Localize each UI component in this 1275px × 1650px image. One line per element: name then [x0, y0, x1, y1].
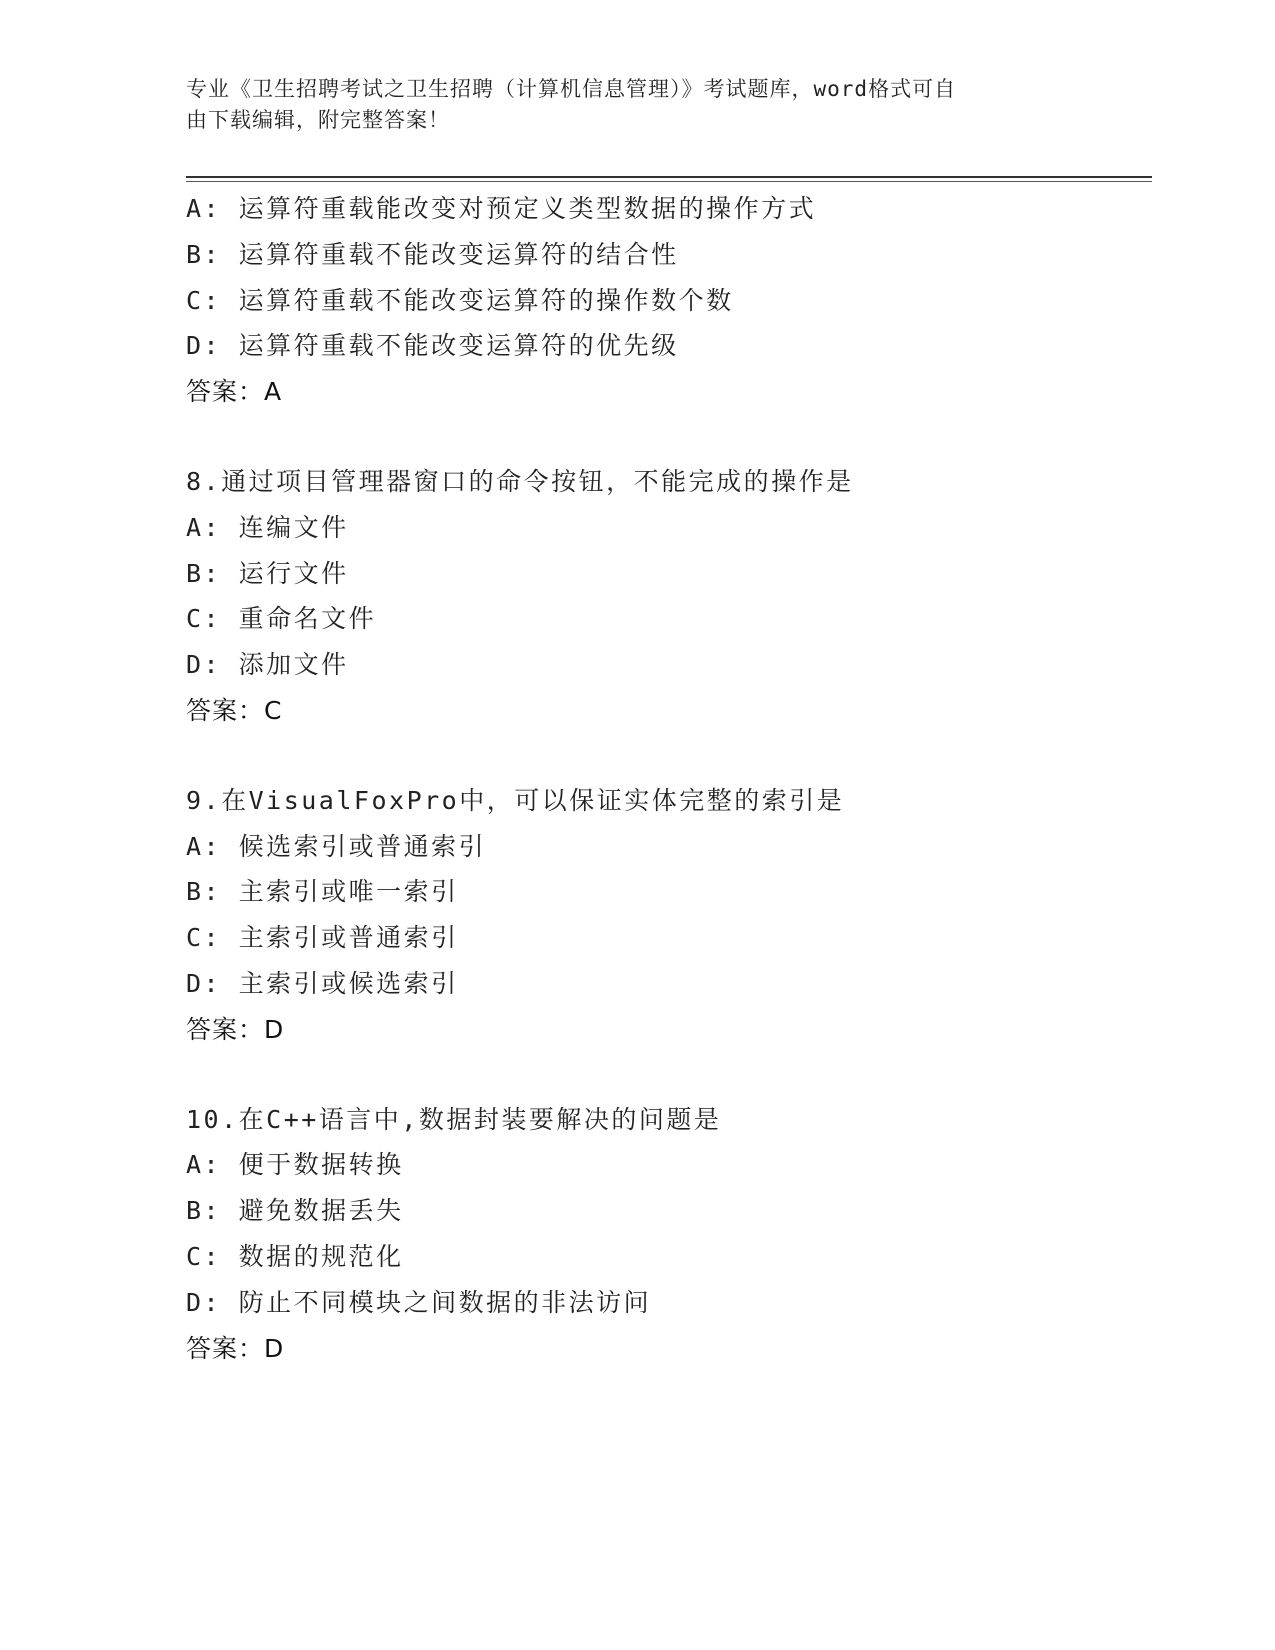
- option-c: C: 数据的规范化: [186, 1241, 404, 1271]
- option-c: C: 重命名文件: [186, 604, 377, 634]
- question-text: 8.通过项目管理器窗口的命令按钮，不能完成的操作是: [186, 466, 854, 496]
- question-list: [186, 186, 1146, 1371]
- option-b: B: 主索引或唯一索引: [186, 877, 459, 907]
- option-c: C: 主索引或普通索引: [186, 923, 459, 953]
- question-block-7: [186, 186, 1146, 415]
- question-block-8: [186, 459, 1146, 734]
- option-d: D: 添加文件: [186, 650, 349, 680]
- page-header: [186, 74, 1066, 136]
- option-a: A: 运算符重载能改变对预定义类型数据的操作方式: [186, 194, 817, 223]
- spacer: [186, 1053, 1146, 1097]
- option-b: B: 运行文件: [186, 558, 349, 588]
- option-d: D: 主索引或候选索引: [186, 968, 459, 998]
- option-c: C: 运算符重载不能改变运算符的操作数个数: [186, 285, 734, 315]
- answer-line: 答案：D: [186, 1014, 285, 1044]
- option-d: D: 运算符重载不能改变运算符的优先级: [186, 331, 679, 361]
- question-text: 9.在VisualFoxPro中，可以保证实体完整的索引是: [186, 785, 845, 815]
- spacer: [186, 415, 1146, 459]
- answer-line: 答案：D: [186, 1333, 285, 1363]
- option-a: A: 便于数据转换: [186, 1150, 404, 1180]
- question-block-10: [186, 1097, 1146, 1372]
- option-a: A: 连编文件: [186, 512, 349, 542]
- question-block-9: [186, 778, 1146, 1053]
- option-a: A: 候选索引或普通索引: [186, 831, 487, 861]
- header-divider-thin: [186, 181, 1152, 182]
- spacer: [186, 734, 1146, 778]
- option-d: D: 防止不同模块之间数据的非法访问: [186, 1287, 652, 1317]
- answer-line: 答案：A: [186, 377, 283, 407]
- option-b: B: 避免数据丢失: [186, 1196, 404, 1226]
- option-b: B: 运算符重载不能改变运算符的结合性: [186, 239, 679, 269]
- question-text: 10.在C++语言中,数据封装要解决的问题是: [186, 1104, 722, 1134]
- answer-line: 答案：C: [186, 695, 283, 725]
- header-line-2: 由下载编辑，附完整答案！: [186, 108, 450, 132]
- header-divider-thick: [186, 176, 1152, 178]
- header-line-1: 专业《卫生招聘考试之卫生招聘（计算机信息管理）》考试题库，word格式可自: [186, 77, 957, 101]
